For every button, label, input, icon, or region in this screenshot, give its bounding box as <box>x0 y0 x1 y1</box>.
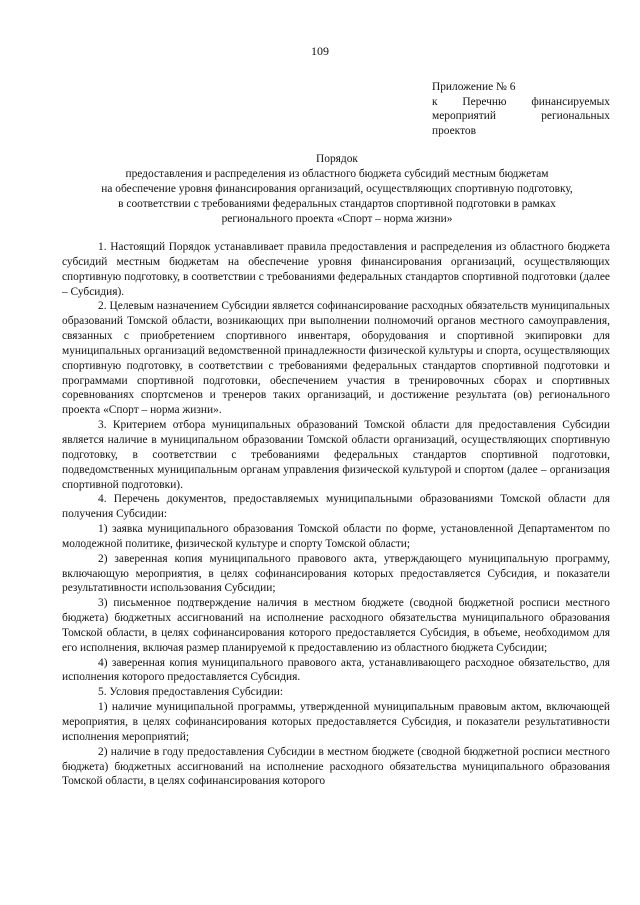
title-line: на обеспечение уровня финансирования организаций, осуществляющих спортивную подготовку, <box>101 182 573 195</box>
document-title <box>62 152 612 227</box>
paragraph: 2) заверенная копия муниципального правового акта, утверждающего муниципальную программу, включающую мероприятия, в целях софинансирования которых предоставляется Субсидия, и показатели результативности использования Субсидии; <box>62 552 610 595</box>
paragraph: 4. Перечень документов, предоставляемых муниципальными образованиями Томской области для получения Субсидии: <box>62 493 610 521</box>
annex-block <box>432 80 610 138</box>
annex-line: к Перечню финансируемых <box>432 95 610 108</box>
document-body <box>62 240 610 789</box>
paragraph: 2) наличие в году предоставления Субсидии в местном бюджете (сводной бюджетной росписи местного бюджета) бюджетных ассигнований на исполнение расходного обязательства муниципального образования Томской области, в целях софинансирования которого <box>62 745 610 788</box>
paragraph: 3) письменное подтверждение наличия в местном бюджете (сводной бюджетной росписи местного бюджета) бюджетных ассигнований на исполнение расходного обязательства муниципального образования Томской области, в целях софинансирования которого предоставляется Субсидия, в объеме, необходимом для его исполнения, включая размер планируемой к предоставлению из областного бюджета Субсидии; <box>62 597 610 654</box>
paragraph: 3. Критерием отбора муниципальных образований Томской области для предоставления Субсидии является наличие в муниципальном образовании Томской области организаций, осуществляющих спортивную подготовку, в соответствии с требованиями федеральных стандартов спортивной подготовки, подведомственных муниципальным органам управления физической культурой и спортом (далее – организация спортивной подготовки). <box>62 419 610 491</box>
title-line: предоставления и распределения из областного бюджета субсидий местным бюджетам <box>125 167 549 180</box>
paragraph: 4) заверенная копия муниципального правового акта, устанавливающего расходное обязательство, для исполнения которого предоставляется Субсидия. <box>62 656 610 684</box>
title-line: в соответствии с требованиями федеральных стандартов спортивной подготовки в рамках <box>118 197 556 210</box>
title-heading: Порядок <box>316 153 358 165</box>
annex-line: проектов <box>432 124 476 137</box>
annex-line: Приложение № 6 <box>432 81 516 93</box>
paragraph: 2. Целевым назначением Субсидии является софинансирование расходных обязательств муниципальных образований Томской области, возникающих при выполнении полномочий органов местного самоуправления, связанных с приобретением спортивного инвентаря, оборудования и спортивной экипировки для муниципальных организаций ведомственной принадлежности физической культуры и спорта, осуществляющих спортивную подготовку, в соответствии с требованиями федеральных стандартов спортивной подготовки и программами спортивной подготовки, обеспечением участия в тренировочных сборах и спортивных соревнованиях спортсменов и тренеров таких организаций, и достижение результата (ов) регионального проекта «Спорт – норма жизни». <box>62 300 610 417</box>
title-line: регионального проекта «Спорт – норма жизни» <box>221 212 453 225</box>
paragraph: 5. Условия предоставления Субсидии: <box>98 686 283 699</box>
paragraph: 1) наличие муниципальной программы, утвержденной муниципальным правовым актом, включающей мероприятия, в целях софинансирования которых предоставляется Субсидия, и показатели результативности исполнения мероприятий; <box>62 701 610 743</box>
paragraph: 1. Настоящий Порядок устанавливает правила предоставления и распределения из областного бюджета субсидий местным бюджетам на обеспечение уровня финансирования организаций, осуществляющих спортивную подготовку, в соответствии с требованиями федеральных стандартов спортивной подготовки (далее – Субсидия). <box>62 241 610 298</box>
annex-line: мероприятий региональных <box>432 110 610 123</box>
page-number: 109 <box>311 44 329 58</box>
paragraph: 1) заявка муниципального образования Томской области по форме, установленной Департаментом по молодежной политике, физической культуре и спорту Томской области; <box>62 523 610 550</box>
